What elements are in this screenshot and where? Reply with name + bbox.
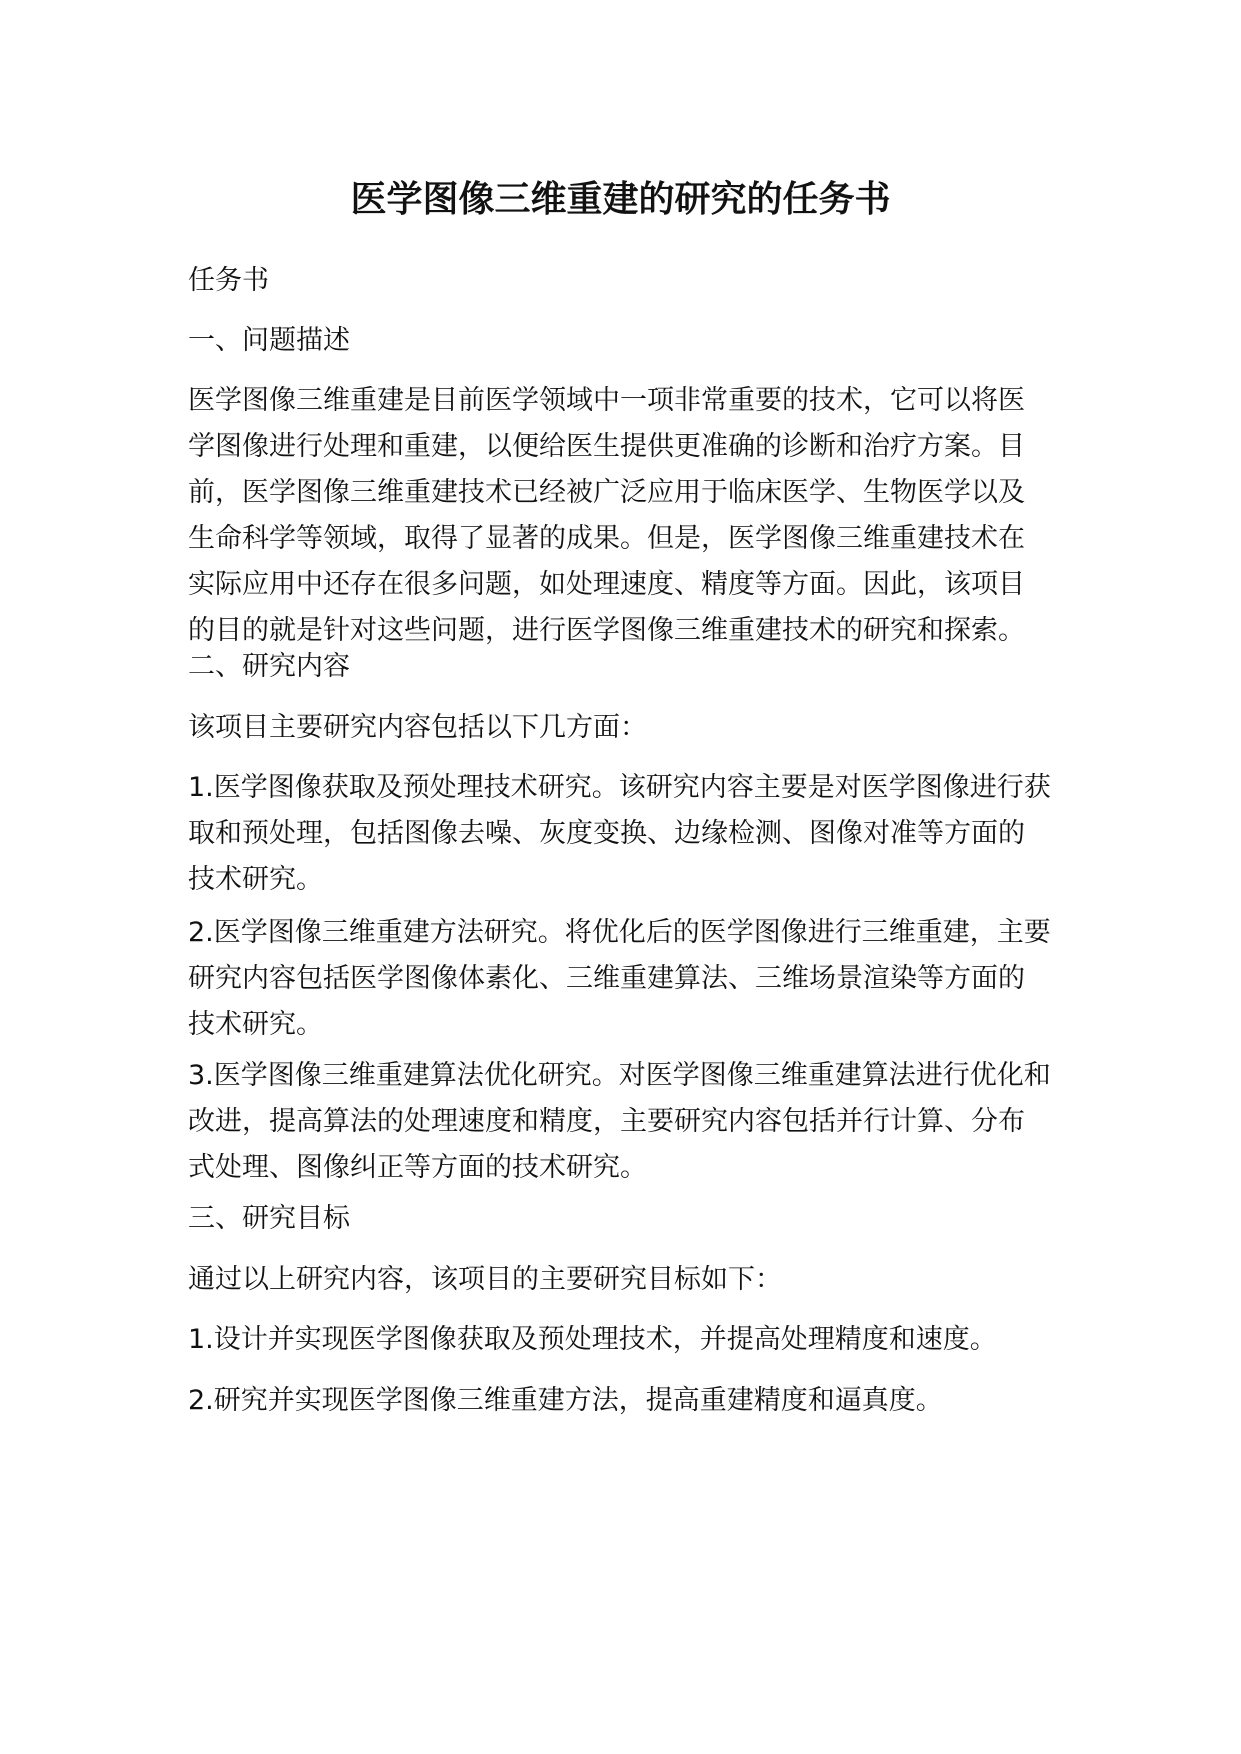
paragraph-line: 学图像进行处理和重建，以便给医生提供更准确的诊断和治疗方案。目	[188, 431, 1025, 462]
research-item-3	[188, 1053, 1056, 1191]
paragraph-line: 实际应用中还存在很多问题，如处理速度、精度等方面。因此，该项目	[188, 569, 1025, 600]
paragraph-line: 2.医学图像三维重建方法研究。将优化后的医学图像进行三维重建，主要	[188, 917, 1051, 948]
paragraph-line: 研究内容包括医学图像体素化、三维重建算法、三维场景渲染等方面的	[188, 963, 1025, 994]
section-3-heading: 三、研究目标	[188, 1203, 350, 1234]
section-2-intro: 该项目主要研究内容包括以下几方面：	[188, 712, 647, 743]
research-item-1	[188, 765, 1056, 903]
paragraph-line: 取和预处理，包括图像去噪、灰度变换、边缘检测、图像对准等方面的	[188, 818, 1025, 849]
paragraph-line: 的目的就是针对这些问题，进行医学图像三维重建技术的研究和探索。	[188, 615, 1025, 646]
paragraph-line: 医学图像三维重建是目前医学领域中一项非常重要的技术，它可以将医	[188, 385, 1025, 416]
section-3-intro: 通过以上研究内容，该项目的主要研究目标如下：	[188, 1264, 782, 1295]
section-1-paragraph	[188, 378, 1056, 654]
paragraph-line: 前，医学图像三维重建技术已经被广泛应用于临床医学、生物医学以及	[188, 477, 1025, 508]
document-title: 医学图像三维重建的研究的任务书	[350, 179, 891, 220]
document-label: 任务书	[188, 265, 269, 296]
paragraph-line: 3.医学图像三维重建算法优化研究。对医学图像三维重建算法进行优化和	[188, 1060, 1051, 1091]
research-item-2	[188, 910, 1056, 1048]
paragraph-line: 1.医学图像获取及预处理技术研究。该研究内容主要是对医学图像进行获	[188, 772, 1051, 803]
research-goal-2: 2.研究并实现医学图像三维重建方法，提高重建精度和逼真度。	[188, 1385, 943, 1416]
section-2-heading: 二、研究内容	[188, 651, 350, 682]
paragraph-line: 技术研究。	[188, 1009, 323, 1040]
section-1-heading: 一、问题描述	[188, 325, 350, 356]
research-goal-1: 1.设计并实现医学图像获取及预处理技术，并提高处理精度和速度。	[188, 1324, 997, 1355]
paragraph-line: 改进，提高算法的处理速度和精度，主要研究内容包括并行计算、分布	[188, 1106, 1025, 1137]
paragraph-line: 技术研究。	[188, 864, 323, 895]
paragraph-line: 生命科学等领域，取得了显著的成果。但是，医学图像三维重建技术在	[188, 523, 1025, 554]
paragraph-line: 式处理、图像纠正等方面的技术研究。	[188, 1152, 647, 1183]
